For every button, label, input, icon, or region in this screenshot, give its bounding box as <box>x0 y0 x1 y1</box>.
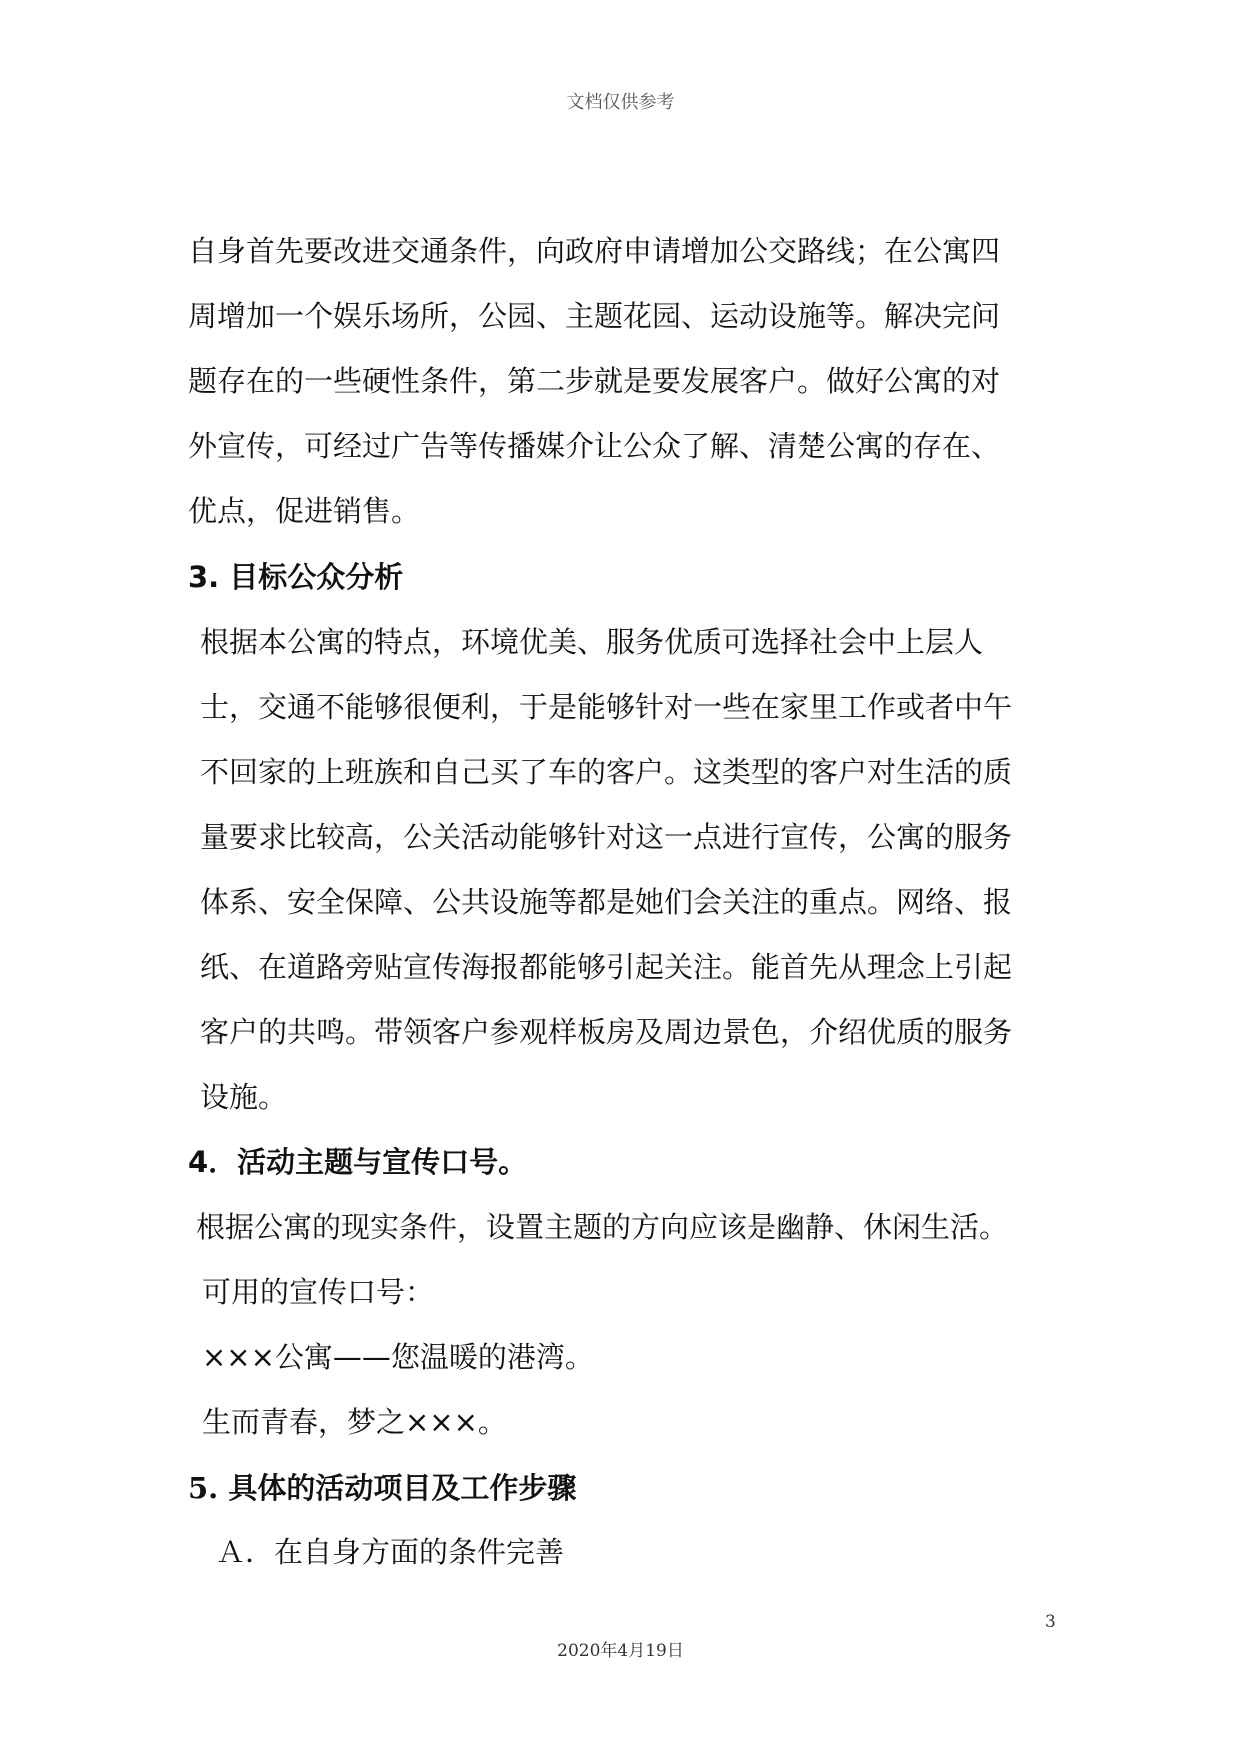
paragraph-line-8: 不回家的上班族和自己买了车的客户。这类型的客户对生活的质 <box>200 755 1013 789</box>
slogan-2: 生而青春，梦之×××。 <box>202 1405 507 1439</box>
section-heading-5: 5. 具体的活动项目及工作步骤 <box>188 1471 577 1505</box>
subsection-a: Ａ．在自身方面的条件完善 <box>216 1535 565 1569</box>
paragraph-line-3: 题存在的一些硬性条件，第二步就是要发展客户。做好公寓的对 <box>188 364 1001 398</box>
paragraph-line-12: 客户的共鸣。带领客户参观样板房及周边景色，介绍优质的服务 <box>200 1015 1013 1049</box>
page-header: 文档仅供参考 <box>566 92 675 113</box>
paragraph-line-6: 根据本公寓的特点，环境优美、服务优质可选择社会中上层人 <box>200 625 984 659</box>
page-footer-date: 2020年4月19日 <box>557 1641 684 1661</box>
paragraph-line-14: 根据公寓的现实条件，设置主题的方向应该是幽静、休闲生活。 <box>196 1210 1009 1244</box>
section-heading-3: 3. 目标公众分析 <box>188 560 404 594</box>
paragraph-line-2: 周增加一个娱乐场所，公园、主题花园、运动设施等。解决完问 <box>188 299 1001 333</box>
slogan-intro: 可用的宣传口号： <box>202 1275 435 1309</box>
paragraph-line-4: 外宣传，可经过广告等传播媒介让公众了解、清楚公寓的存在、 <box>188 429 1001 463</box>
paragraph-line-10: 体系、安全保障、公共设施等都是她们会关注的重点。网络、报 <box>200 885 1013 919</box>
paragraph-line-11: 纸、在道路旁贴宣传海报都能够引起关注。能首先从理念上引起 <box>200 950 1013 984</box>
paragraph-line-13: 设施。 <box>200 1080 288 1114</box>
paragraph-line-9: 量要求比较高，公关活动能够针对这一点进行宣传，公寓的服务 <box>200 820 1013 854</box>
paragraph-line-5: 优点，促进销售。 <box>188 494 421 528</box>
page-number: 3 <box>1045 1612 1056 1632</box>
slogan-1: ×××公寓——您温暖的港湾。 <box>202 1340 594 1374</box>
section-heading-4: 4．活动主题与宣传口号。 <box>188 1145 528 1179</box>
paragraph-line-7: 士，交通不能够很便利，于是能够针对一些在家里工作或者中午 <box>200 690 1013 724</box>
paragraph-line-1: 自身首先要改进交通条件，向政府申请增加公交路线；在公寓四 <box>188 234 1001 268</box>
